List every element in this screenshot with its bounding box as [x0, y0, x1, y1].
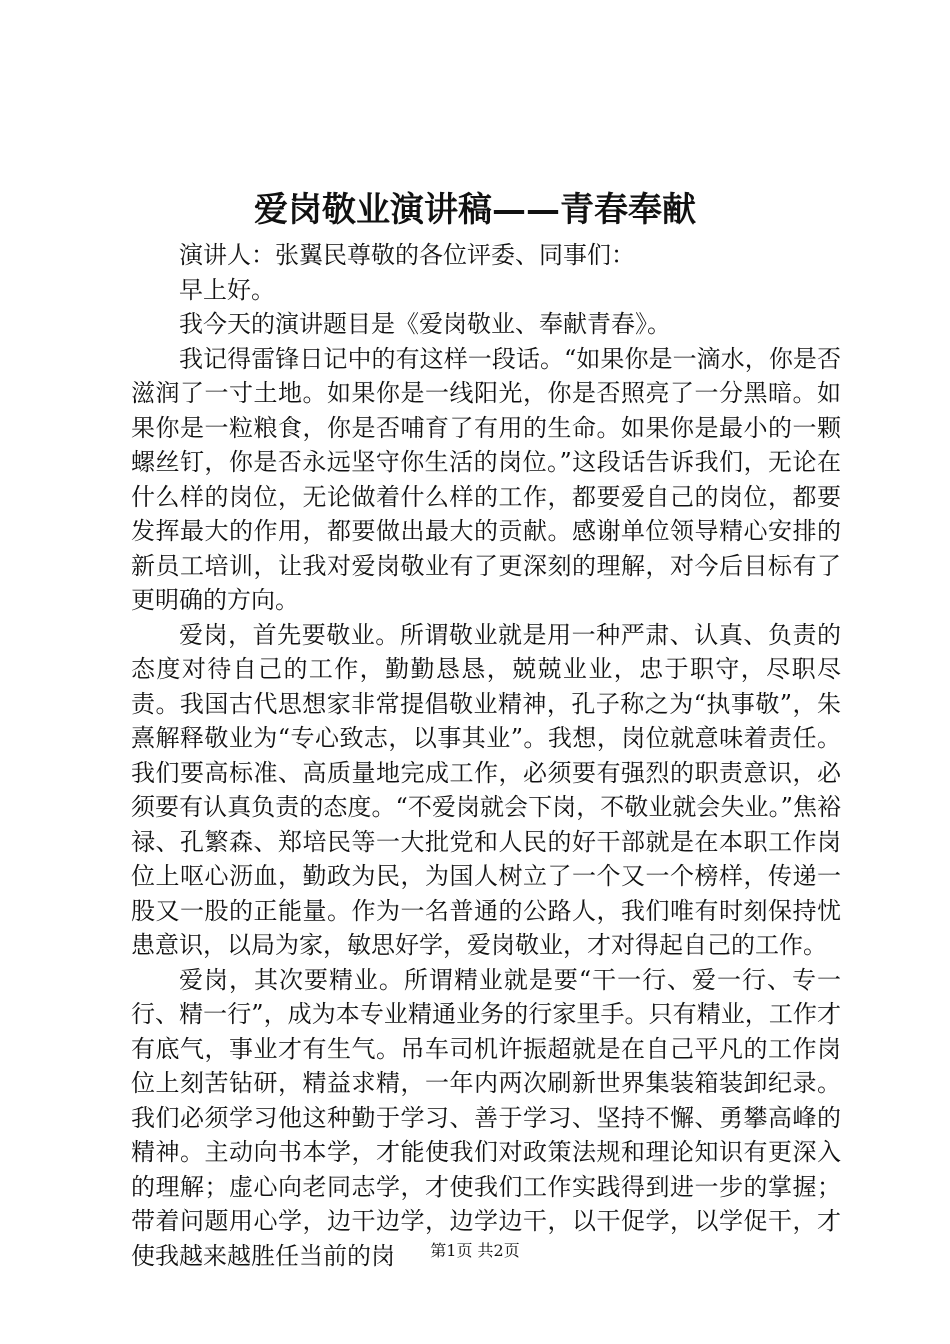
paragraph-topic: 我今天的演讲题目是《爱岗敬业、奉献青春》。: [179, 310, 671, 338]
document-title: 爱岗敬业演讲稿——青春奉献: [254, 190, 696, 230]
paragraph-leifeng-quote: 我记得雷锋日记中的有这样一段话。“如果你是一滴水，你是否滋润了一寸土地。如果你是一线阳光，你是否照亮了一分黑暗。如果你是一粒粮食，你是否哺育了有用的生命。如果你是最小的一颗螺丝钉，你是否永远坚守你生活的岗位。”这段话告诉我们，无论在什么样的岗位，无论做着什么样的工作，都要爱自己的岗位，都要发挥最大的作用，都要做出最大的贡献。感谢单位领导精心安排的新员工培训，让我对爱岗敬业有了更深刻的理解，对今后目标有了更明确的方向。: [131, 344, 841, 614]
paragraph-dedication: 爱岗，首先要敬业。所谓敬业就是用一种严肃、认真、负责的态度对待自己的工作，勤勤恳恳，兢兢业业，忠于职守，尽职尽责。我国古代思想家非常提倡敬业精神，孔子称之为“执事敬”，朱熹解释敬业为“专心致志，以事其业”。我想，岗位就意味着责任。我们要高标准、高质量地完成工作，必须要有强烈的职责意识，必须要有认真负责的态度。“不爱岗就会下岗，不敬业就会失业。”焦裕禄、孔繁森、郑培民等一大批党和人民的好干部就是在本职工作岗位上呕心沥血，勤政为民，为国人树立了一个又一个榜样，传递一股又一股的正能量。作为一名普通的公路人，我们唯有时刻保持忧患意识，以局为家，敏思好学，爱岗敬业，才对得起自己的工作。: [131, 620, 841, 959]
paragraph-greeting: 早上好。: [179, 275, 275, 304]
page-number: 第1页 共2页: [430, 1241, 520, 1260]
paragraph-expertise: 爱岗，其次要精业。所谓精业就是要“干一行、爱一行、专一行、精一行”，成为本专业精通业务的行家里手。只有精业，工作才有底气，事业才有生气。吊车司机许振超就是在自己平凡的工作岗位上刻苦钻研，精益求精，一年内两次刷新世界集装箱装卸纪录。我们必须学习他这种勤于学习、善于学习、坚持不懈、勇攀高峰的精神。主动向书本学，才能使我们对政策法规和理论知识有更深入的理解；虚心向老同志学，才使我们工作实践得到进一步的掌握；带着问题用心学，边干边学，边学边干，以干促学，以学促干，才使我越来越胜任当前的岗: [131, 965, 841, 1270]
document-body: [131, 238, 841, 1273]
paragraph-speaker: 演讲人：张翼民尊敬的各位评委、同事们：: [179, 241, 635, 269]
